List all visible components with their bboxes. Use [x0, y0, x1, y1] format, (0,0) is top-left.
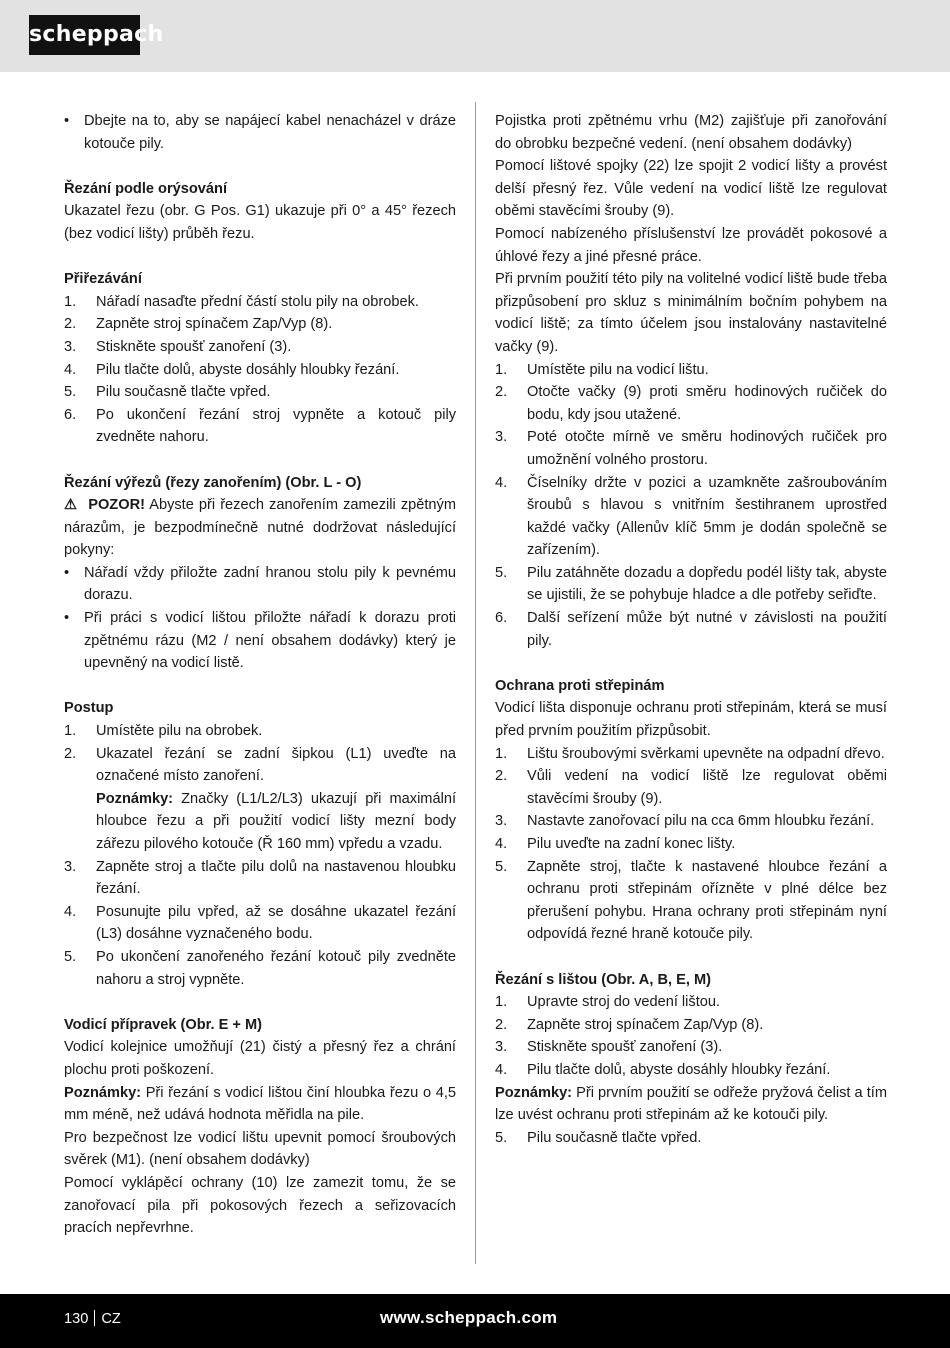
paragraph: Vodicí kolejnice umožňují (21) čistý a přesný řez a chrání plochu proti poškození. — [64, 1039, 456, 1078]
list-item: 1. Lištu šroubovými svěrkami upevněte na odpadní dřevo. — [495, 745, 885, 762]
warning-text: Abyste při řezech zanořením zamezili zpětným nárazům, je bezpodmínečně nutné dodržovat následující pokyny: — [64, 497, 456, 559]
list-item: 6. Po ukončení řezání stroj vypněte a kotouč pily zvedněte nahoru. — [64, 406, 456, 446]
warning-paragraph — [64, 494, 456, 562]
note-label: Poznámky: — [495, 1084, 573, 1101]
language-code: CZ — [101, 1311, 121, 1327]
list-item: 5. Zapněte stroj, tlačte k nastavené hloubce řezání a ochranu proti střepinám ořízněte v plné délce bez přerušení pohybu. Hrana ochrany proti střepinám nyní odpovídá řezné hraně kotouče pily. — [495, 858, 887, 943]
list-item: 2. Zapněte stroj spínačem Zap/Vyp (8). — [495, 1016, 764, 1033]
bullet-text: Dbejte na to, aby se napájecí kabel nenacházel v dráze kotouče pily. — [84, 113, 456, 152]
scheppach-logo: scheppach — [29, 15, 140, 55]
paragraph: Pomocí vyklápěcí ochrany (10) lze zamezit tomu, že se zanořovací pila při pokosových řezech a seřizovacích pracích nepřevrhne. — [64, 1174, 456, 1237]
list-item: 5. Pilu současně tlačte vpřed. — [64, 384, 271, 401]
paragraph: Pojistka proti zpětnému vrhu (M2) zajišťuje při zanořování do obrobku bezpečné vedení. (není obsahem dodávky) — [495, 113, 887, 152]
list-item: 4. Posunujte pilu vpřed, až se dosáhne ukazatel řezání (L3) dosáhne vyznačeného bodu. — [64, 903, 456, 943]
list-item: 6. Další seřízení může být nutné v závislosti na použití pily. — [495, 610, 887, 649]
numbered-list — [495, 991, 887, 1081]
note-paragraph — [64, 788, 456, 856]
section-heading: Řezání podle orýsování — [64, 180, 228, 197]
note-paragraph — [64, 1082, 456, 1127]
numbered-list — [495, 1127, 887, 1150]
note-label: Poznámky: — [64, 1084, 142, 1101]
note-paragraph — [495, 1082, 887, 1127]
warning-label: POZOR! — [88, 497, 145, 514]
column-divider — [475, 102, 476, 1264]
paragraph: Vodicí lišta disponuje ochranu proti střepinám, která se musí před prvním použitím přizpůsobit. — [495, 700, 887, 740]
list-item: 3. Zapněte stroj a tlačte pilu dolů na nastavenou hloubku řezání. — [64, 858, 456, 898]
section-heading: Postup — [64, 700, 114, 717]
list-item: 4. Pilu tlačte dolů, abyste dosáhly hloubky řezání. — [495, 1061, 831, 1078]
note-text: Značky (L1/L2/L3) ukazují při maximální hloubce řezu a při použití vodicí lišty mezní body zářezu pilového kotouče (Ř 160 mm) vpředu a vzadu. — [96, 790, 456, 852]
note-text: Při řezání s vodicí lištou činí hloubka řezu o 4,5 mm méně, než udává hodnota měřidla na pile. — [64, 1084, 456, 1124]
website-link[interactable]: www.scheppach.com — [380, 1308, 558, 1327]
list-item: 1. Umístěte pilu na vodicí lištu. — [495, 361, 709, 378]
list-item: 3. Poté otočte mírně ve směru hodinových ručiček pro umožnění volného prostoru. — [495, 429, 887, 468]
list-item: 2. Ukazatel řezání se zadní šipkou (L1) uveďte na označené místo zanoření. — [64, 745, 456, 785]
paragraph: Ukazatel řezu (obr. G Pos. G1) ukazuje při 0° a 45° řezech (bez vodicí lišty) průběh řezu. — [64, 203, 456, 242]
list-item: 3. Stiskněte spoušť zanoření (3). — [495, 1039, 723, 1056]
bullet-item: • Dbejte na to, aby se napájecí kabel nenacházel v dráze kotouče pily. — [64, 113, 456, 152]
section-heading: Řezání s lištou (Obr. A, B, E, M) — [495, 971, 711, 988]
numbered-list — [64, 291, 456, 449]
list-item: 3. Stiskněte spoušť zanoření (3). — [64, 338, 292, 355]
bullet-item: • Nářadí vždy přiložte zadní hranou stolu pily k pevnému dorazu. — [64, 564, 456, 604]
list-item: 1. Nářadí nasaďte přední částí stolu pily na obrobek. — [64, 293, 419, 310]
section-heading: Přiřezávání — [64, 271, 142, 288]
list-item: 4. Pilu tlačte dolů, abyste dosáhly hloubky řezání. — [64, 361, 400, 378]
paragraph: Pomocí nabízeného příslušenství lze provádět pokosové a úhlové řezy a jiné přesné práce. — [495, 225, 887, 265]
list-item: 5. Pilu současně tlačte vpřed. — [495, 1129, 702, 1146]
bullet-text: Při práci s vodicí lištou přiložte nářadí k dorazu proti zpětnému rázu (M2 / není obsahem dodávky) který je upevněný na vodicí listě. — [84, 610, 456, 672]
note-label: Poznámky: — [96, 790, 174, 807]
left-column — [64, 110, 456, 1240]
list-item: 2. Vůli vedení na vodicí liště lze regulovat oběmi stavěcími šrouby (9). — [495, 768, 887, 807]
bullet-item: • Při práci s vodicí lištou přiložte nářadí k dorazu proti zpětnému rázu (M2 / není obsahem dodávky) který je upevněný na vodicí listě. — [64, 610, 456, 672]
right-column — [495, 110, 887, 1149]
bullet-text: Nářadí vždy přiložte zadní hranou stolu pily k pevnému dorazu. — [84, 564, 456, 604]
list-item: 5. Po ukončení zanořeného řezání kotouč pily zvedněte nahoru a stroj vypněte. — [64, 948, 456, 988]
list-item: 3. Nastavte zanořovací pilu na cca 6mm hloubku řezání. — [495, 813, 875, 830]
note-text: Při prvním použití se odřeže pryžová čelist a tím lze uvést ochranu proti střepinám až ke kotouči pily. — [495, 1084, 887, 1124]
paragraph: Při prvním použití této pily na volitelné vodicí liště bude třeba přizpůsobení pro skluz s minimálním bočním pohybem na vodicí liště; za tímto účelem jsou instalovány nastavitelné vačky (9). — [495, 271, 887, 355]
paragraph: Pro bezpečnost lze vodicí lištu upevnit pomocí šroubových svěrek (M1). (není obsahem dodávky) — [64, 1129, 456, 1169]
list-item: 1. Upravte stroj do vedení lištou. — [495, 994, 721, 1011]
list-item: 1. Umístěte pilu na obrobek. — [64, 723, 263, 740]
section-heading: Vodicí přípravek (Obr. E + M) — [64, 1016, 263, 1033]
list-item: 5. Pilu zatáhněte dozadu a dopředu podél lišty tak, abyste se ujistili, že se pohybuje hladce a dle potřeby seřiďte. — [495, 564, 887, 604]
section-heading: Řezání výřezů (řezy zanořením) (Obr. L - O) — [64, 474, 362, 491]
list-item: 2. Otočte vačky (9) proti směru hodinových ručiček do bodu, kdy jsou utažené. — [495, 384, 887, 423]
page-number: 130 CZ — [64, 1311, 121, 1327]
list-item: 2. Zapněte stroj spínačem Zap/Vyp (8). — [64, 316, 333, 333]
list-item: 4. Číselníky držte v pozici a uzamkněte zašroubováním šroubů s hlavou s vnitřním šestihranem uprostřed každé vačky (Allenův klíč 5mm je dodán společně se zařízením). — [495, 474, 887, 559]
numbered-list — [495, 359, 887, 653]
section-heading: Ochrana proti střepinám — [495, 677, 665, 694]
paragraph: Pomocí lištové spojky (22) lze spojit 2 vodicí lišty a provést delší přesný řez. Vůle vedení na vodicí liště lze regulovat oběmi stavěcími šrouby (9). — [495, 158, 887, 220]
numbered-list — [495, 743, 887, 946]
list-item: 4. Pilu uveďte na zadní konec lišty. — [495, 836, 736, 852]
page-footer — [0, 1294, 950, 1348]
warning-icon: ⚠ — [64, 497, 79, 514]
page-header — [0, 0, 950, 72]
